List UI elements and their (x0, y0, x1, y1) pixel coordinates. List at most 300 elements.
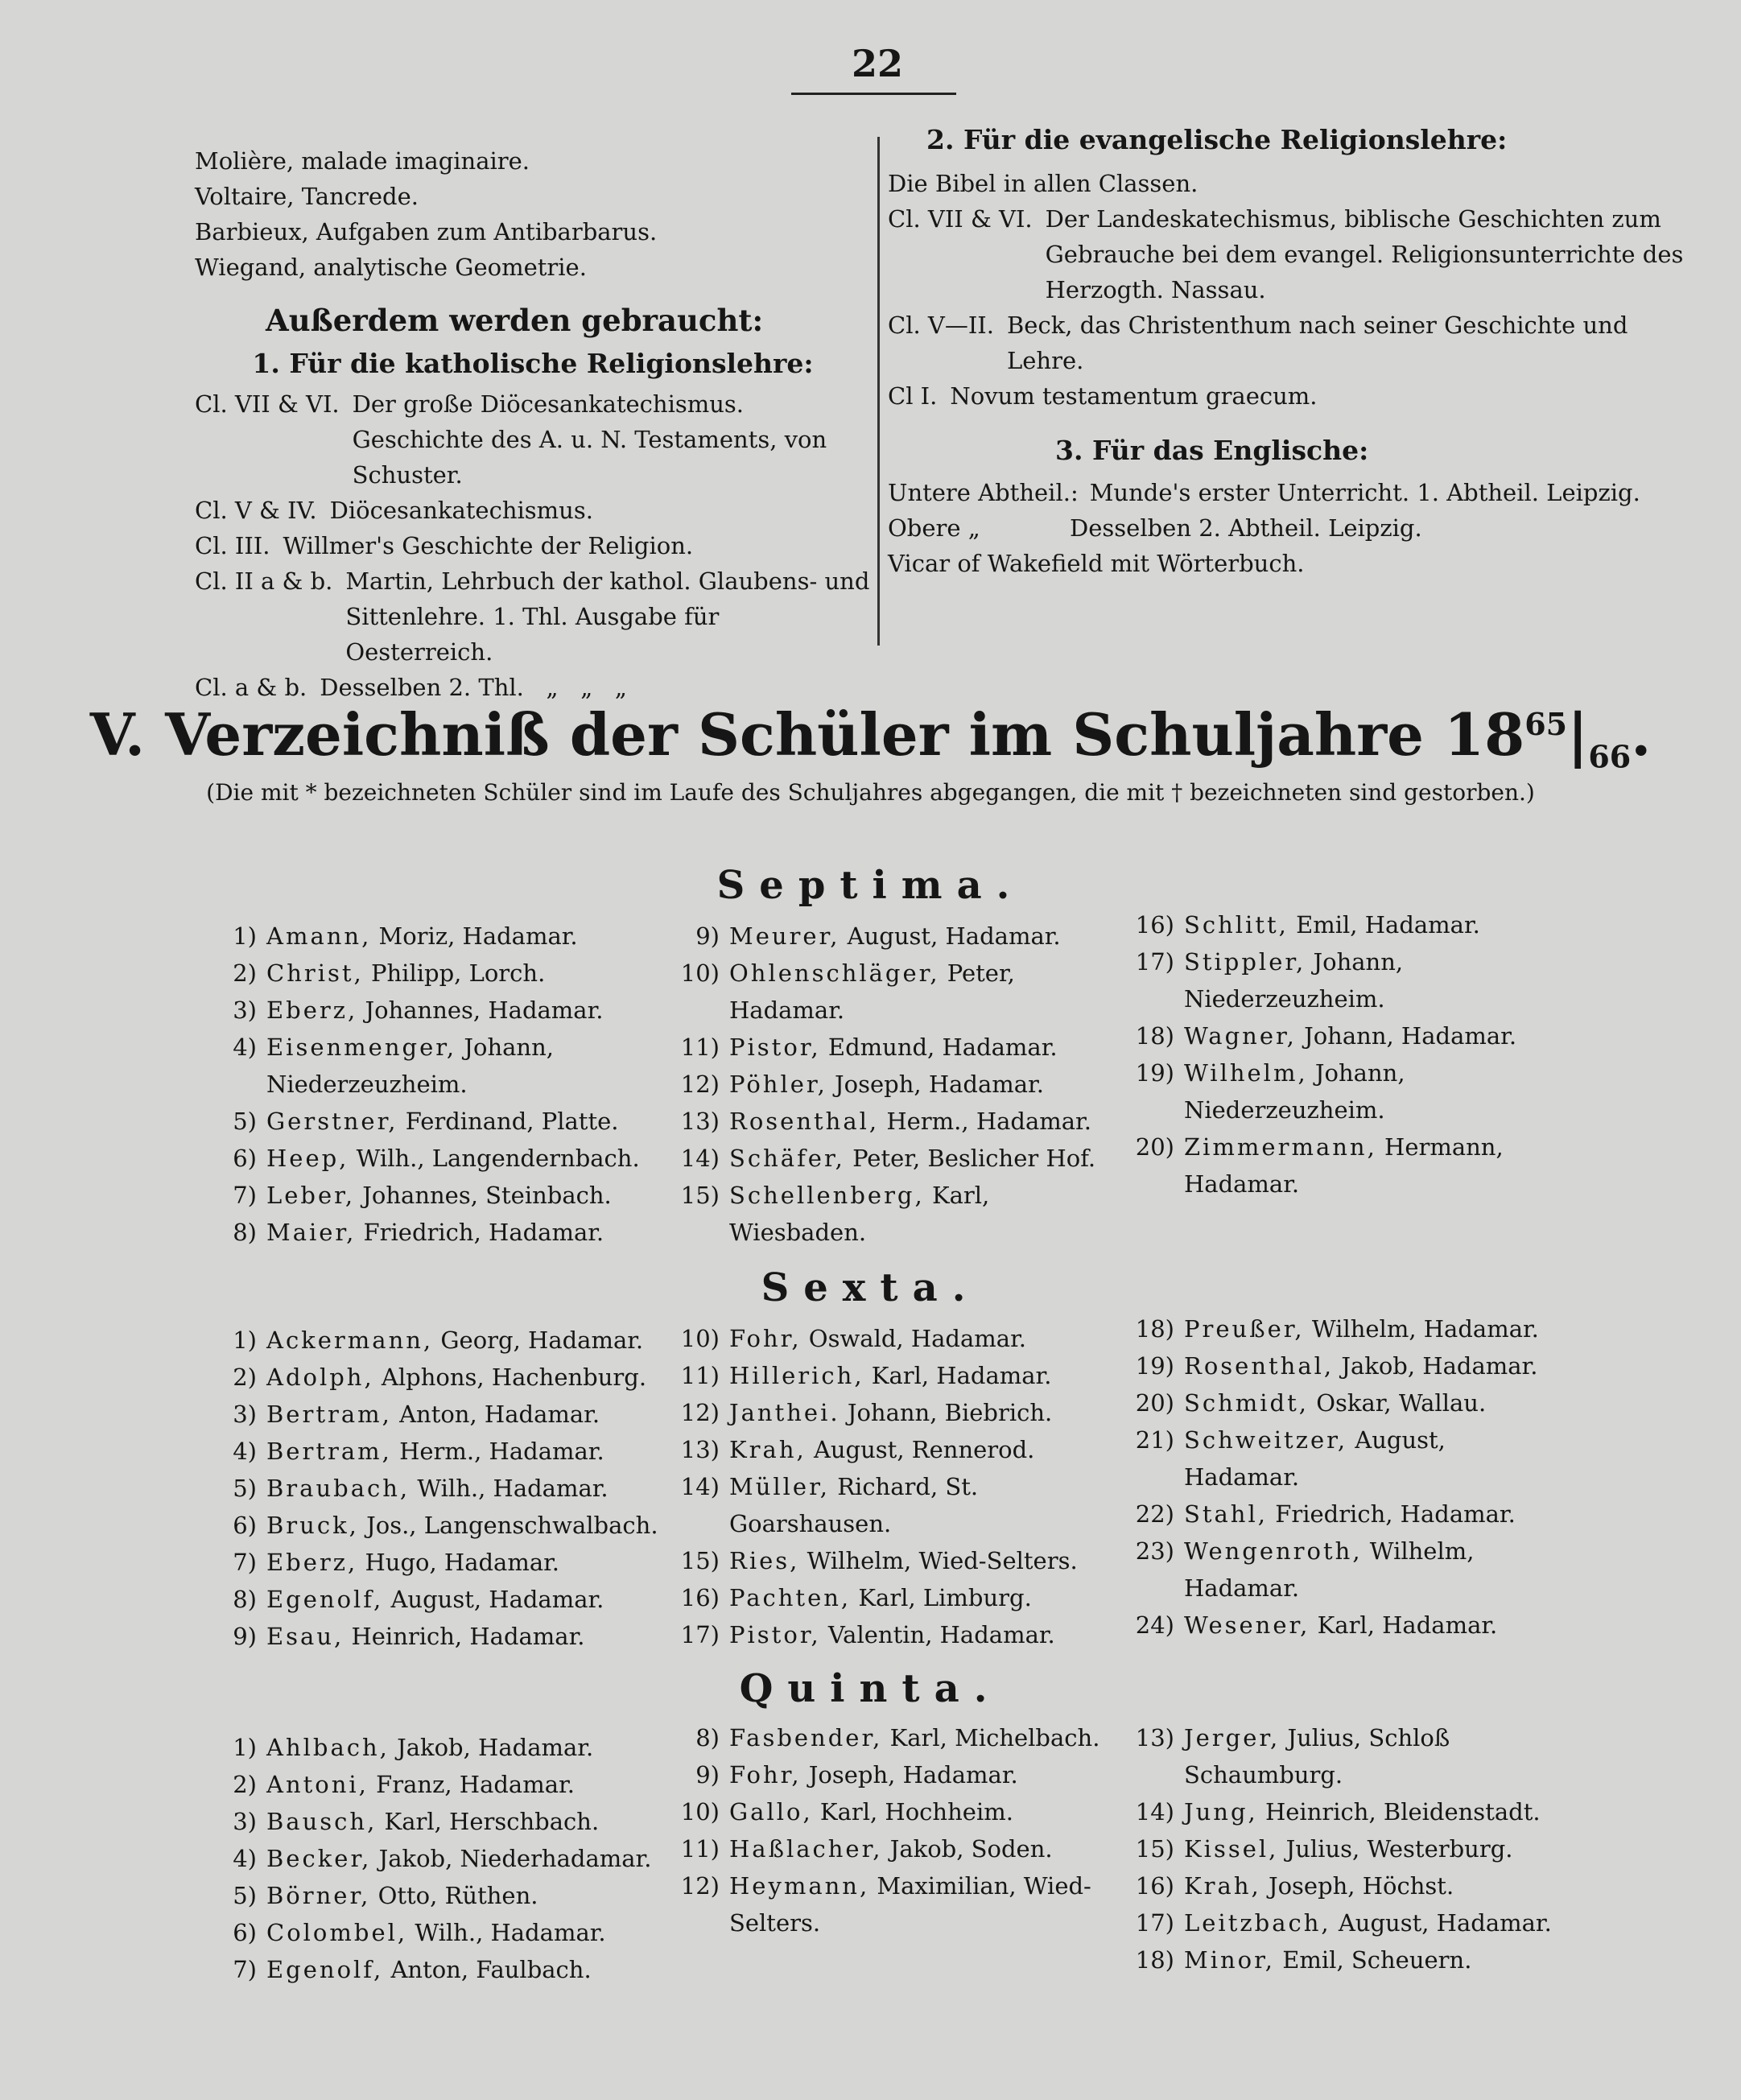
student-details: Wilh., Hadamar. (415, 1919, 606, 1946)
septima-col-3 (1123, 906, 1557, 1203)
student-surname: Rosenthal, (1184, 1352, 1335, 1380)
column-divider (877, 137, 880, 646)
catholic-entry (195, 386, 871, 493)
student-text (1184, 906, 1557, 943)
catholic-entry (195, 493, 871, 528)
student-number: 4) (233, 1033, 257, 1061)
student-surname: Antoni, (266, 1771, 369, 1798)
student-entry (205, 1396, 672, 1433)
student-details: Ferdinand, Platte. (405, 1108, 619, 1135)
student-surname: Schmidt, (1184, 1389, 1309, 1417)
student-surname: Hillerich, (729, 1362, 864, 1389)
top-right-column (888, 122, 1693, 581)
student-details: Karl, Michelbach. (889, 1724, 1100, 1751)
student-surname: Eisenmenger, (266, 1033, 457, 1061)
student-entry (1123, 906, 1557, 943)
student-surname: Kissel, (1184, 1835, 1279, 1863)
student-text (729, 1357, 1119, 1394)
student-details: Karl, Limburg. (858, 1584, 1032, 1611)
student-surname: Krah, (1184, 1872, 1261, 1900)
student-surname: Zimmermann, (1184, 1133, 1377, 1161)
student-entry (668, 918, 1103, 955)
student-number: 3) (233, 996, 257, 1024)
student-text (266, 1766, 672, 1803)
student-entry (668, 1756, 1119, 1793)
student-number: 1) (233, 922, 257, 950)
septima-col-1 (205, 918, 672, 1251)
student-number: 1) (233, 1326, 257, 1354)
student-text (729, 1468, 1119, 1542)
student-text (266, 992, 672, 1029)
student-number: 19) (1135, 1352, 1174, 1380)
student-text (729, 918, 1103, 955)
student-number: 17) (1135, 1909, 1174, 1937)
student-details: Johann, Niederzeuzheim. (1184, 948, 1404, 1013)
student-details: Jos., Langenschwalbach. (366, 1512, 658, 1539)
student-entry (205, 1951, 672, 1988)
student-number: 16) (1135, 1872, 1174, 1900)
student-number: 16) (680, 1584, 720, 1611)
student-entry (668, 1719, 1119, 1756)
student-number: 12) (680, 1399, 720, 1426)
student-text (266, 1729, 672, 1766)
student-details: Wilhelm, Wied-Selters. (807, 1547, 1078, 1574)
student-surname: Christ, (266, 959, 364, 987)
student-entry (1123, 1533, 1557, 1607)
student-text (266, 1433, 672, 1470)
student-entry (205, 1359, 672, 1396)
student-text (266, 1840, 672, 1877)
book-line: Wiegand, analytische Geometrie. (195, 254, 587, 281)
student-details: Anton, Hadamar. (399, 1401, 600, 1428)
student-entry (668, 1357, 1119, 1394)
student-text (1184, 1421, 1557, 1496)
student-surname: Janthei. (729, 1399, 840, 1426)
student-entry (668, 1177, 1103, 1251)
student-surname: Braubach, (266, 1475, 410, 1502)
student-details: Anton, Faulbach. (390, 1956, 592, 1983)
student-text (729, 1103, 1103, 1140)
student-text (729, 1867, 1119, 1941)
student-entry (205, 1803, 672, 1840)
student-surname: Fasbender, (729, 1724, 883, 1751)
student-details: Heinrich, Hadamar. (351, 1623, 585, 1650)
student-entry (1123, 1867, 1557, 1904)
student-entry (205, 1914, 672, 1951)
section-title: V. Verzeichniß der Schüler im Schuljahre $18^{65}|_{66}$. (89, 700, 1652, 775)
evangelical-heading: 2. Für die evangelische Religionslehre: (926, 124, 1508, 155)
student-entry (205, 1729, 672, 1766)
student-number: 14) (680, 1473, 720, 1500)
student-surname: Bertram, (266, 1401, 392, 1428)
student-details: Friedrich, Hadamar. (363, 1219, 604, 1246)
class-label: Cl. a & b. (195, 674, 307, 701)
student-number: 7) (233, 1956, 257, 1983)
student-details: Karl, Herschbach. (384, 1808, 600, 1835)
student-details: Georg, Hadamar. (440, 1326, 644, 1354)
student-text (729, 1616, 1119, 1653)
student-text (729, 1177, 1103, 1251)
student-details: Johannes, Hadamar. (365, 996, 604, 1024)
student-text (1184, 1128, 1557, 1203)
student-text (1184, 1941, 1557, 1978)
student-details: Jakob, Niederhadamar. (378, 1845, 652, 1872)
student-entry (205, 1877, 672, 1914)
student-surname: Stahl, (1184, 1500, 1268, 1528)
student-text (266, 955, 672, 992)
student-surname: Heymann, (729, 1872, 870, 1900)
student-surname: Ackermann, (266, 1326, 434, 1354)
student-text (266, 918, 672, 955)
entry-text: Beck, das Christenthum nach seiner Geschichte und Lehre. (1006, 311, 1628, 374)
student-details: Karl, Hadamar. (1317, 1611, 1498, 1639)
student-entry (205, 1140, 672, 1177)
student-entry (205, 1544, 672, 1581)
quinta-heading: Quinta. (739, 1666, 1002, 1711)
student-text (1184, 1830, 1557, 1867)
student-entry (205, 992, 672, 1029)
student-details: Valentin, Hadamar. (827, 1621, 1055, 1648)
student-details: Jakob, Hadamar. (1341, 1352, 1538, 1380)
student-text (729, 1066, 1103, 1103)
student-entry (668, 1394, 1119, 1431)
student-entry (205, 1581, 672, 1618)
student-number: 19) (1135, 1059, 1174, 1087)
class-label: Cl. III. (195, 532, 270, 559)
student-surname: Wilhelm, (1184, 1059, 1308, 1087)
book-line: Voltaire, Tancrede. (195, 183, 419, 210)
quinta-col-2 (668, 1719, 1119, 1941)
student-text (729, 1542, 1119, 1579)
student-number: 3) (233, 1808, 257, 1835)
class-label: Cl. II a & b. (195, 567, 333, 595)
student-text (729, 1431, 1119, 1468)
student-entry (205, 1618, 672, 1655)
student-text (729, 955, 1103, 1029)
class-label: Cl I. (888, 382, 938, 410)
student-details: Emil, Hadamar. (1296, 911, 1480, 939)
quinta-col-3 (1123, 1719, 1557, 1978)
student-text (266, 1581, 672, 1618)
student-number: 9) (695, 922, 720, 950)
student-entry (668, 955, 1103, 1029)
class-label: Cl. V—II. (888, 311, 994, 339)
student-details: Joseph, Höchst. (1268, 1872, 1454, 1900)
student-number: 5) (233, 1882, 257, 1909)
student-number: 10) (680, 1325, 720, 1352)
student-surname: Bruck, (266, 1512, 359, 1539)
student-surname: Schweitzer, (1184, 1426, 1348, 1454)
sexta-col-2 (668, 1320, 1119, 1653)
student-surname: Wesener, (1184, 1611, 1310, 1639)
entry-text: Der große Diöcesankatechismus. Geschichte des A. u. N. Testaments, von Schuster. (352, 390, 827, 489)
student-text (729, 1029, 1103, 1066)
student-surname: Minor, (1184, 1946, 1276, 1974)
entry-text: Novum testamentum graecum. (950, 382, 1318, 410)
student-number: 10) (680, 1798, 720, 1826)
english-label: Untere Abtheil.: (888, 479, 1079, 506)
student-text (729, 1756, 1119, 1793)
entry-text: Willmer's Geschichte der Religion. (283, 532, 694, 559)
catholic-entry (195, 563, 871, 670)
student-text (1184, 1867, 1557, 1904)
student-entry (1123, 1128, 1557, 1203)
student-number: 11) (680, 1033, 720, 1061)
student-number: 10) (680, 959, 720, 987)
student-text (266, 1803, 672, 1840)
student-text (1184, 1017, 1557, 1054)
student-text (266, 1359, 672, 1396)
student-details: Peter, Hadamar. (729, 959, 1015, 1024)
student-surname: Adolph, (266, 1364, 374, 1391)
student-entry (668, 1830, 1119, 1867)
student-text (1184, 1904, 1557, 1941)
book-line: Molière, malade imaginaire. (195, 147, 530, 175)
student-number: 11) (680, 1362, 720, 1389)
student-details: Wilhelm, Hadamar. (1184, 1537, 1475, 1602)
student-details: August, Hadamar. (390, 1586, 604, 1613)
student-details: Karl, Wiesbaden. (729, 1182, 990, 1246)
student-text (1184, 1310, 1557, 1347)
student-surname: Leber, (266, 1182, 356, 1209)
student-text (266, 1618, 672, 1655)
student-number: 4) (233, 1845, 257, 1872)
student-text (1184, 943, 1557, 1017)
student-entry (668, 1029, 1103, 1066)
sexta-col-1 (205, 1322, 672, 1655)
entry-text: Der Landeskatechismus, biblische Geschichten zum Gebrauche bei dem evangel. Religionsunterrichte des Herzogth. Nassau. (1045, 205, 1684, 303)
student-surname: Wengenroth, (1184, 1537, 1363, 1565)
student-text (729, 1320, 1119, 1357)
student-surname: Pachten, (729, 1584, 852, 1611)
student-entry (668, 1579, 1119, 1616)
student-number: 22) (1135, 1500, 1174, 1528)
catholic-heading: 1. Für die katholische Religionslehre: (252, 348, 814, 379)
student-text (1184, 1384, 1557, 1421)
student-number: 6) (233, 1512, 257, 1539)
entry-text: Martin, Lehrbuch der kathol. Glaubens- und Sittenlehre. 1. Thl. Ausgabe für Oesterreich. (345, 567, 870, 666)
student-surname: Schellenberg, (729, 1182, 925, 1209)
student-entry (205, 955, 672, 992)
student-text (266, 1507, 672, 1544)
student-surname: Pistor, (729, 1033, 821, 1061)
student-surname: Fohr, (729, 1761, 802, 1789)
student-entry (205, 1322, 672, 1359)
evangelical-entry (888, 378, 1693, 414)
student-details: Emil, Scheuern. (1282, 1946, 1472, 1974)
student-number: 11) (680, 1835, 720, 1863)
student-number: 12) (680, 1872, 720, 1900)
student-number: 4) (233, 1438, 257, 1465)
student-surname: Bertram, (266, 1438, 392, 1465)
student-entry (1123, 1347, 1557, 1384)
student-number: 21) (1135, 1426, 1174, 1454)
student-details: Julius, Westerburg. (1285, 1835, 1513, 1863)
student-entry (1123, 1719, 1557, 1793)
student-text (266, 1214, 672, 1251)
student-text (729, 1830, 1119, 1867)
sexta-col-3 (1123, 1310, 1557, 1644)
student-text (729, 1579, 1119, 1616)
student-details: Wilh., Langendernbach. (356, 1145, 640, 1172)
entry-text: Munde's erster Unterricht. 1. Abtheil. Leipzig. (1089, 479, 1640, 506)
student-details: Hugo, Hadamar. (365, 1549, 560, 1576)
student-entry (1123, 1941, 1557, 1978)
student-number: 15) (680, 1182, 720, 1209)
student-surname: Fohr, (729, 1325, 802, 1352)
student-details: Joseph, Hadamar. (808, 1761, 1018, 1789)
student-entry (205, 1766, 672, 1803)
student-number: 20) (1135, 1133, 1174, 1161)
student-surname: Schlitt, (1184, 911, 1289, 939)
student-surname: Müller, (729, 1473, 830, 1500)
student-text (266, 1470, 672, 1507)
student-number: 6) (233, 1919, 257, 1946)
class-label: Cl. VII & VI. (888, 205, 1033, 233)
student-entry (1123, 1830, 1557, 1867)
student-details: Peter, Beslicher Hof. (852, 1145, 1096, 1172)
student-entry (205, 1214, 672, 1251)
student-details: Jakob, Hadamar. (397, 1734, 594, 1761)
student-number: 5) (233, 1475, 257, 1502)
section-note: (Die mit * bezeichneten Schüler sind im Laufe des Schuljahres abgegangen, die mit † bezeichneten sind gestorben.) (206, 779, 1535, 806)
student-number: 16) (1135, 911, 1174, 939)
student-entry (668, 1431, 1119, 1468)
entry-text: Diöcesankatechismus. (329, 497, 593, 524)
student-number: 1) (233, 1734, 257, 1761)
student-details: August, Rennerod. (813, 1436, 1035, 1463)
student-number: 23) (1135, 1537, 1174, 1565)
student-text (729, 1394, 1119, 1431)
student-number: 7) (233, 1549, 257, 1576)
entry-text: Desselben 2. Abtheil. Leipzig. (1070, 514, 1422, 542)
student-text (729, 1140, 1103, 1177)
student-number: 5) (233, 1108, 257, 1135)
quinta-col-1 (205, 1729, 672, 1988)
student-entry (668, 1616, 1119, 1653)
student-text (1184, 1533, 1557, 1607)
student-surname: Wagner, (1184, 1022, 1297, 1050)
student-text (1184, 1607, 1557, 1644)
student-surname: Rosenthal, (729, 1108, 880, 1135)
student-text (266, 1177, 672, 1214)
student-details: Heinrich, Bleidenstadt. (1264, 1798, 1541, 1826)
student-text (1184, 1793, 1557, 1830)
student-details: Wilhelm, Hadamar. (1311, 1315, 1539, 1343)
student-number: 2) (233, 1364, 257, 1391)
top-left-column (195, 143, 871, 705)
student-details: Otto, Rüthen. (377, 1882, 538, 1909)
student-entry (205, 1507, 672, 1544)
student-details: Oswald, Hadamar. (808, 1325, 1026, 1352)
student-text (266, 1103, 672, 1140)
english-heading: 3. Für das Englische: (1055, 435, 1369, 466)
student-details: Karl, Hadamar. (871, 1362, 1052, 1389)
student-details: Franz, Hadamar. (376, 1771, 575, 1798)
student-text (266, 1322, 672, 1359)
student-details: Oskar, Wallau. (1316, 1389, 1487, 1417)
student-number: 14) (1135, 1798, 1174, 1826)
page-number-rule (791, 93, 956, 95)
student-number: 6) (233, 1145, 257, 1172)
student-details: August, Hadamar. (847, 922, 1061, 950)
class-label: Cl. VII & VI. (195, 390, 340, 418)
book-line: Barbieux, Aufgaben zum Antibarbarus. (195, 218, 658, 245)
student-details: Hermann, Hadamar. (1184, 1133, 1504, 1198)
student-entry (668, 1793, 1119, 1830)
student-details: Johann, Niederzeuzheim. (266, 1033, 554, 1098)
student-number: 8) (695, 1724, 720, 1751)
student-number: 9) (695, 1761, 720, 1789)
section-title-text: V. Verzeichniß der Schüler im Schuljahre 18 (89, 700, 1525, 769)
student-text (1184, 1054, 1557, 1128)
english-entry (888, 510, 1693, 546)
student-number: 7) (233, 1182, 257, 1209)
student-details: Johannes, Steinbach. (362, 1182, 612, 1209)
student-entry (205, 1029, 672, 1103)
student-number: 15) (680, 1547, 720, 1574)
student-details: Moriz, Hadamar. (378, 922, 578, 950)
student-number: 8) (233, 1219, 257, 1246)
student-surname: Heep, (266, 1145, 349, 1172)
student-details: Johann, Hadamar. (1304, 1022, 1517, 1050)
student-details: Alphons, Hachenburg. (381, 1364, 647, 1391)
student-entry (1123, 1310, 1557, 1347)
student-text (266, 1544, 672, 1581)
student-surname: Ohlenschläger, (729, 959, 940, 987)
student-details: Philipp, Lorch. (370, 959, 546, 987)
student-number: 17) (1135, 948, 1174, 976)
year-superscript: 65 (1524, 706, 1568, 742)
student-number: 2) (233, 1771, 257, 1798)
student-number: 18) (1135, 1022, 1174, 1050)
student-entry (205, 1103, 672, 1140)
student-number: 13) (680, 1436, 720, 1463)
student-number: 8) (233, 1586, 257, 1613)
student-entry (1123, 943, 1557, 1017)
student-number: 18) (1135, 1946, 1174, 1974)
student-text (1184, 1719, 1557, 1793)
bible-line: Die Bibel in allen Classen. (888, 170, 1198, 197)
student-entry (205, 1177, 672, 1214)
student-surname: Egenolf, (266, 1586, 384, 1613)
student-details: August, Hadamar. (1184, 1426, 1446, 1491)
student-number: 9) (233, 1623, 257, 1650)
student-surname: Meurer, (729, 922, 840, 950)
septima-heading: Septima. (716, 863, 1025, 908)
student-surname: Colombel, (266, 1919, 408, 1946)
student-entry (668, 1320, 1119, 1357)
student-number: 24) (1135, 1611, 1174, 1639)
student-text (729, 1793, 1119, 1830)
student-text (729, 1719, 1119, 1756)
student-number: 12) (680, 1071, 720, 1098)
student-entry (1123, 1421, 1557, 1496)
student-number: 13) (680, 1108, 720, 1135)
student-entry (668, 1468, 1119, 1542)
student-entry (1123, 1793, 1557, 1830)
student-text (1184, 1496, 1557, 1533)
student-entry (1123, 1607, 1557, 1644)
student-details: Herm., Hadamar. (399, 1438, 604, 1465)
student-entry (1123, 1496, 1557, 1533)
student-surname: Bausch, (266, 1808, 377, 1835)
student-entry (668, 1103, 1103, 1140)
student-number: 17) (680, 1621, 720, 1648)
student-entry (1123, 1384, 1557, 1421)
entry-text: Desselben 2. Thl. „ „ „ (320, 674, 627, 701)
student-number: 13) (1135, 1724, 1174, 1751)
